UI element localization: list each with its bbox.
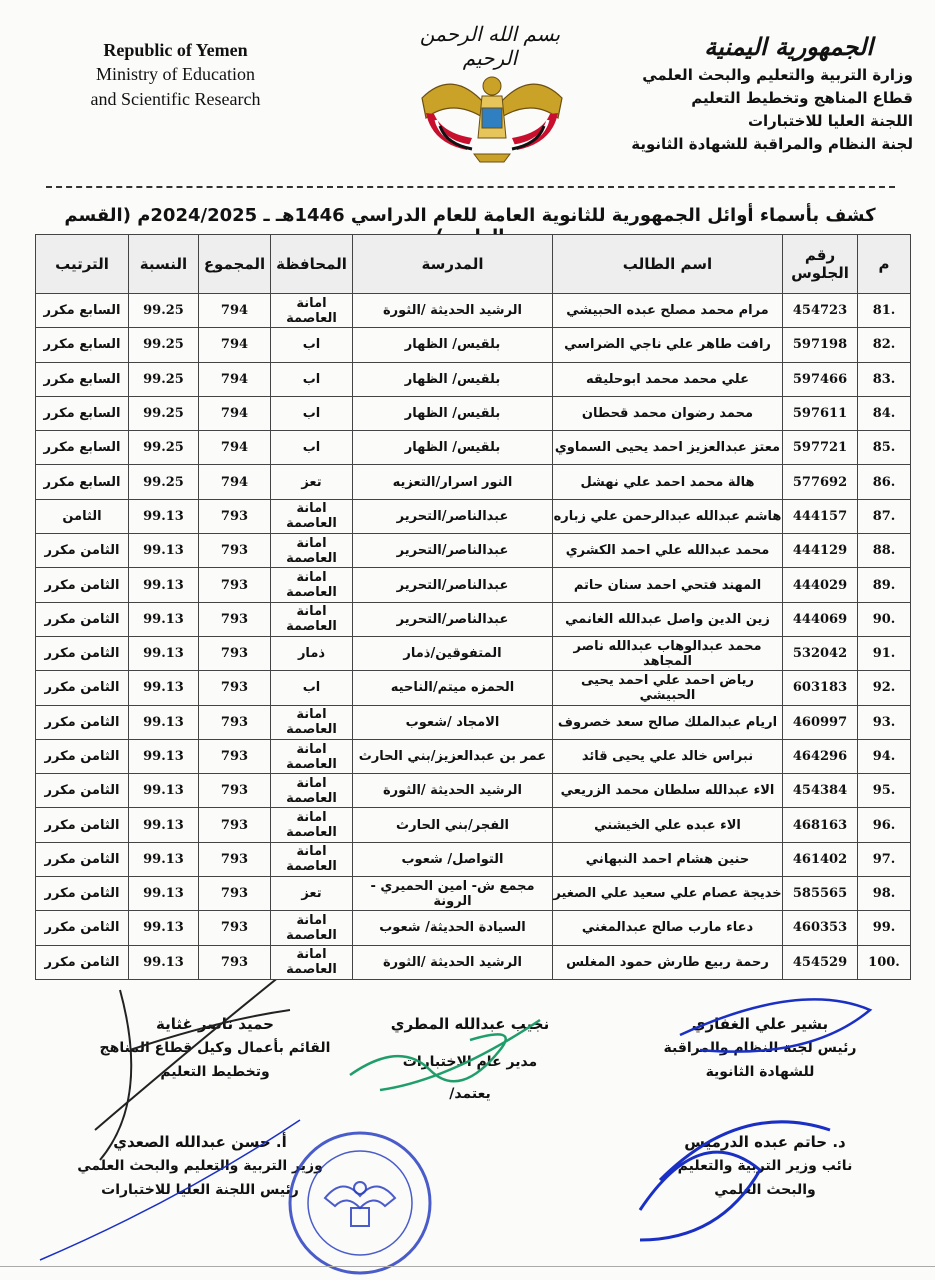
table-row <box>36 431 911 465</box>
cell-school: الفجر/بني الحارث <box>353 808 553 842</box>
cell-student-name: هالة محمد احمد علي نهشل <box>553 465 783 499</box>
table-row <box>36 499 911 533</box>
header-seat-number: رقم الجلوس <box>783 235 858 294</box>
cell-total: 793 <box>199 911 271 945</box>
cell-total: 794 <box>199 328 271 362</box>
cell-school: النور اسرار/التعزيه <box>353 465 553 499</box>
cell-student-name: محمد عبدالله علي احمد الكشري <box>553 534 783 568</box>
cell-total: 793 <box>199 636 271 670</box>
cell-school: مجمع ش- امين الحميري - الرونة <box>353 877 553 911</box>
cell-school: بلقيس/ الظهار <box>353 362 553 396</box>
cell-percentage: 99.13 <box>129 877 199 911</box>
cell-rank: الثامن مكرر <box>36 877 129 911</box>
cell-student-name: الاء عبده علي الخيشني <box>553 808 783 842</box>
signature-block-exams-director <box>370 1012 570 1106</box>
cell-seat-number: 460353 <box>783 911 858 945</box>
signatory-title-cont: وتخطيط التعليم <box>160 1064 270 1080</box>
cell-seat-number: 454723 <box>783 294 858 328</box>
signatory-name: نجيب عبدالله المطري <box>390 1015 550 1033</box>
cell-total: 793 <box>199 499 271 533</box>
cell-governorate: امانة العاصمة <box>271 568 353 602</box>
cell-school: الرشيد الحديثة /الثورة <box>353 774 553 808</box>
header-governorate: المحافظة <box>271 235 353 294</box>
cell-governorate: اب <box>271 396 353 430</box>
cell-governorate: امانة العاصمة <box>271 294 353 328</box>
cell-rank: الثامن مكرر <box>36 911 129 945</box>
cell-governorate: اب <box>271 362 353 396</box>
cell-total: 793 <box>199 842 271 876</box>
cell-school: عبدالناصر/التحرير <box>353 568 553 602</box>
cell-seat-number: 461402 <box>783 842 858 876</box>
cell-school: بلقيس/ الظهار <box>353 328 553 362</box>
cell-student-name: علي محمد محمد ابوحليقه <box>553 362 783 396</box>
cell-seat-number: 597721 <box>783 431 858 465</box>
cell-percentage: 99.13 <box>129 534 199 568</box>
cell-rank: السابع مكرر <box>36 465 129 499</box>
results-table <box>35 234 911 980</box>
basmala: بسم الله الرحمن الرحيم <box>419 22 561 70</box>
yemen-eagle-emblem-icon <box>412 58 572 168</box>
cell-school: عبدالناصر/التحرير <box>353 499 553 533</box>
table-row <box>36 705 911 739</box>
cell-school: بلقيس/ الظهار <box>353 396 553 430</box>
cell-percentage: 99.13 <box>129 705 199 739</box>
cell-index: .96 <box>858 808 911 842</box>
cell-percentage: 99.13 <box>129 842 199 876</box>
cell-rank: الثامن مكرر <box>36 705 129 739</box>
cell-student-name: رياض احمد علي احمد يحيى الحبيشي <box>553 671 783 705</box>
cell-total: 793 <box>199 774 271 808</box>
table-row <box>36 877 911 911</box>
header-english-line2: Ministry of Education <box>96 64 255 84</box>
cell-total: 794 <box>199 465 271 499</box>
cell-rank: الثامن <box>36 499 129 533</box>
cell-seat-number: 585565 <box>783 877 858 911</box>
cell-percentage: 99.25 <box>129 431 199 465</box>
cell-index: .86 <box>858 465 911 499</box>
cell-student-name: رافت طاهر علي ناجي الضراسي <box>553 328 783 362</box>
cell-index: .81 <box>858 294 911 328</box>
cell-index: .82 <box>858 328 911 362</box>
cell-school: عبدالناصر/التحرير <box>353 534 553 568</box>
cell-rank: الثامن مكرر <box>36 774 129 808</box>
cell-governorate: تعز <box>271 877 353 911</box>
cell-seat-number: 444157 <box>783 499 858 533</box>
cell-governorate: اب <box>271 328 353 362</box>
table-row <box>36 534 911 568</box>
cell-rank: السابع مكرر <box>36 294 129 328</box>
header-student-name: اسم الطالب <box>553 235 783 294</box>
cell-seat-number: 597611 <box>783 396 858 430</box>
cell-total: 793 <box>199 568 271 602</box>
cell-student-name: حنين هشام احمد النبهاني <box>553 842 783 876</box>
cell-school: التواصل/ شعوب <box>353 842 553 876</box>
cell-governorate: امانة العاصمة <box>271 499 353 533</box>
cell-index: .99 <box>858 911 911 945</box>
cell-rank: السابع مكرر <box>36 362 129 396</box>
table-row <box>36 328 911 362</box>
cell-percentage: 99.13 <box>129 808 199 842</box>
cell-index: .90 <box>858 602 911 636</box>
cell-student-name: اريام عبدالملك صالح سعد خصروف <box>553 705 783 739</box>
signatory-name: أ. حسن عبدالله الصعدي <box>113 1133 287 1151</box>
cell-governorate: امانة العاصمة <box>271 705 353 739</box>
table-row <box>36 842 911 876</box>
cell-governorate: امانة العاصمة <box>271 808 353 842</box>
header-english-line1: Republic of Yemen <box>103 40 248 60</box>
cell-student-name: زين الدين واصل عبدالله الغانمي <box>553 602 783 636</box>
cell-percentage: 99.13 <box>129 636 199 670</box>
cell-seat-number: 444069 <box>783 602 858 636</box>
header-republic: الجمهورية اليمنية <box>704 32 873 61</box>
cell-total: 794 <box>199 294 271 328</box>
header-divider <box>46 186 895 188</box>
cell-seat-number: 464296 <box>783 739 858 773</box>
cell-index: .85 <box>858 431 911 465</box>
signatory-name: حميد ناصر غثاية <box>156 1015 274 1033</box>
table-row <box>36 808 911 842</box>
cell-rank: الثامن مكرر <box>36 671 129 705</box>
cell-school: عبدالناصر/التحرير <box>353 602 553 636</box>
cell-school: الرشيد الحديثة /الثورة <box>353 294 553 328</box>
header-subcommittee: لجنة النظام والمراقبة للشهادة الثانوية <box>631 135 913 153</box>
cell-percentage: 99.25 <box>129 396 199 430</box>
cell-school: عمر بن عبدالعزيز/بني الحارث <box>353 739 553 773</box>
table-row <box>36 774 911 808</box>
cell-total: 793 <box>199 739 271 773</box>
cell-seat-number: 454384 <box>783 774 858 808</box>
cell-percentage: 99.13 <box>129 945 199 979</box>
header-sector: قطاع المناهج وتخطيط التعليم <box>691 89 913 107</box>
cell-percentage: 99.13 <box>129 568 199 602</box>
cell-total: 793 <box>199 602 271 636</box>
cell-rank: الثامن مكرر <box>36 568 129 602</box>
cell-total: 793 <box>199 877 271 911</box>
cell-school: الامجاد /شعوب <box>353 705 553 739</box>
cell-index: .94 <box>858 739 911 773</box>
signature-block-curriculum-deputy <box>90 1012 340 1084</box>
cell-total: 793 <box>199 705 271 739</box>
cell-total: 793 <box>199 945 271 979</box>
cell-index: .100 <box>858 945 911 979</box>
signatory-title: وزير التربية والتعليم والبحث العلمي <box>77 1158 323 1174</box>
approval-label: يعتمد/ <box>449 1086 491 1102</box>
cell-student-name: نبراس خالد علي يحيى قائد <box>553 739 783 773</box>
cell-student-name: محمد عبدالوهاب عبدالله ناصر المجاهد <box>553 636 783 670</box>
cell-percentage: 99.25 <box>129 362 199 396</box>
cell-index: .97 <box>858 842 911 876</box>
cell-school: الحمزه ميتم/الناحيه <box>353 671 553 705</box>
header-school: المدرسة <box>353 235 553 294</box>
cell-rank: الثامن مكرر <box>36 739 129 773</box>
cell-percentage: 99.13 <box>129 602 199 636</box>
cell-percentage: 99.13 <box>129 499 199 533</box>
cell-student-name: محمد رضوان محمد قحطان <box>553 396 783 430</box>
table-header-row <box>36 235 911 294</box>
cell-school: السيادة الحديثة/ شعوب <box>353 911 553 945</box>
cell-index: .93 <box>858 705 911 739</box>
signatory-title: القائم بأعمال وكيل قطاع المناهج <box>99 1040 331 1056</box>
cell-governorate: امانة العاصمة <box>271 774 353 808</box>
table-row <box>36 671 911 705</box>
cell-rank: السابع مكرر <box>36 396 129 430</box>
table-row <box>36 294 911 328</box>
signatory-title-cont: والبحث العلمي <box>714 1182 816 1198</box>
header-rank: الترتيب <box>36 235 129 294</box>
header-committee: اللجنة العليا للاختبارات <box>747 112 913 130</box>
cell-governorate: امانة العاصمة <box>271 739 353 773</box>
cell-rank: الثامن مكرر <box>36 602 129 636</box>
cell-total: 794 <box>199 362 271 396</box>
header-arabic <box>613 30 913 156</box>
cell-rank: الثامن مكرر <box>36 636 129 670</box>
cell-seat-number: 597198 <box>783 328 858 362</box>
cell-index: .84 <box>858 396 911 430</box>
cell-rank: الثامن مكرر <box>36 808 129 842</box>
cell-rank: الثامن مكرر <box>36 842 129 876</box>
cell-index: .87 <box>858 499 911 533</box>
signatory-title-cont: للشهادة الثانوية <box>705 1064 815 1080</box>
cell-student-name: المهند فتحي احمد سنان حاتم <box>553 568 783 602</box>
cell-school: المتفوقين/ذمار <box>353 636 553 670</box>
cell-student-name: رحمة ربيع طارش حمود المغلس <box>553 945 783 979</box>
header-english <box>68 38 283 112</box>
cell-governorate: امانة العاصمة <box>271 534 353 568</box>
cell-percentage: 99.13 <box>129 739 199 773</box>
header-index: م <box>858 235 911 294</box>
cell-index: .98 <box>858 877 911 911</box>
cell-governorate: اب <box>271 671 353 705</box>
cell-rank: السابع مكرر <box>36 328 129 362</box>
cell-rank: الثامن مكرر <box>36 534 129 568</box>
cell-student-name: خديجة عصام علي سعيد علي الصغير <box>553 877 783 911</box>
cell-student-name: هاشم عبدالله عبدالرحمن علي زباره <box>553 499 783 533</box>
header-total: المجموع <box>199 235 271 294</box>
table-row <box>36 602 911 636</box>
document-title: كشف بأسماء أوائل الجمهورية للثانوية العامة للعام الدراسي 1446هـ ـ 2024/2025م (القسم <box>64 205 876 226</box>
cell-total: 794 <box>199 431 271 465</box>
table-row <box>36 465 911 499</box>
table-row <box>36 636 911 670</box>
footer-divider <box>0 1266 935 1267</box>
cell-total: 793 <box>199 808 271 842</box>
cell-percentage: 99.13 <box>129 774 199 808</box>
table-row <box>36 568 911 602</box>
header-percentage: النسبة <box>129 235 199 294</box>
signatory-title-cont: رئيس اللجنة العليا للاختبارات <box>101 1182 299 1198</box>
cell-governorate: امانة العاصمة <box>271 911 353 945</box>
ministry-stamp-icon <box>285 1128 435 1278</box>
cell-seat-number: 444029 <box>783 568 858 602</box>
cell-index: .88 <box>858 534 911 568</box>
cell-governorate: امانة العاصمة <box>271 945 353 979</box>
cell-student-name: دعاء مارب صالح عبدالمغني <box>553 911 783 945</box>
table-row <box>36 911 911 945</box>
signatory-title: نائب وزير التربية والتعليم <box>677 1158 853 1174</box>
cell-seat-number: 454529 <box>783 945 858 979</box>
cell-seat-number: 460997 <box>783 705 858 739</box>
cell-seat-number: 468163 <box>783 808 858 842</box>
table-row <box>36 739 911 773</box>
table-row <box>36 362 911 396</box>
header-english-line3: and Scientific Research <box>90 89 261 109</box>
cell-index: .91 <box>858 636 911 670</box>
cell-governorate: ذمار <box>271 636 353 670</box>
cell-percentage: 99.25 <box>129 328 199 362</box>
cell-index: .83 <box>858 362 911 396</box>
cell-percentage: 99.25 <box>129 465 199 499</box>
table-row <box>36 396 911 430</box>
cell-governorate: امانة العاصمة <box>271 842 353 876</box>
signature-block-exam-control-head <box>640 1012 880 1084</box>
cell-governorate: تعز <box>271 465 353 499</box>
cell-governorate: امانة العاصمة <box>271 602 353 636</box>
cell-school: الرشيد الحديثة /الثورة <box>353 945 553 979</box>
cell-index: .89 <box>858 568 911 602</box>
signatory-name: د. حاتم عبده الدرميس <box>684 1133 846 1151</box>
cell-percentage: 99.13 <box>129 911 199 945</box>
signatory-title: مدير عام الاختبارات <box>402 1054 538 1070</box>
cell-student-name: معتز عبدالعزيز احمد يحيى السماوي <box>553 431 783 465</box>
cell-total: 793 <box>199 671 271 705</box>
cell-percentage: 99.13 <box>129 671 199 705</box>
cell-student-name: الاء عبدالله سلطان محمد الزريعي <box>553 774 783 808</box>
cell-rank: السابع مكرر <box>36 431 129 465</box>
signature-block-deputy-minister <box>640 1130 890 1202</box>
cell-rank: الثامن مكرر <box>36 945 129 979</box>
cell-seat-number: 532042 <box>783 636 858 670</box>
cell-governorate: اب <box>271 431 353 465</box>
cell-total: 794 <box>199 396 271 430</box>
table-row <box>36 945 911 979</box>
cell-seat-number: 444129 <box>783 534 858 568</box>
cell-index: .95 <box>858 774 911 808</box>
cell-index: .92 <box>858 671 911 705</box>
signatory-title: رئيس لجنة النظام والمراقبة <box>663 1040 857 1056</box>
header-ministry: وزارة التربية والتعليم والبحث العلمي <box>642 66 913 84</box>
cell-seat-number: 597466 <box>783 362 858 396</box>
cell-seat-number: 577692 <box>783 465 858 499</box>
cell-seat-number: 603183 <box>783 671 858 705</box>
cell-school: بلقيس/ الظهار <box>353 431 553 465</box>
cell-total: 793 <box>199 534 271 568</box>
signatory-name: بشير علي الغفاري <box>691 1015 829 1033</box>
cell-percentage: 99.25 <box>129 294 199 328</box>
cell-student-name: مرام محمد مصلح عبده الحبيشي <box>553 294 783 328</box>
